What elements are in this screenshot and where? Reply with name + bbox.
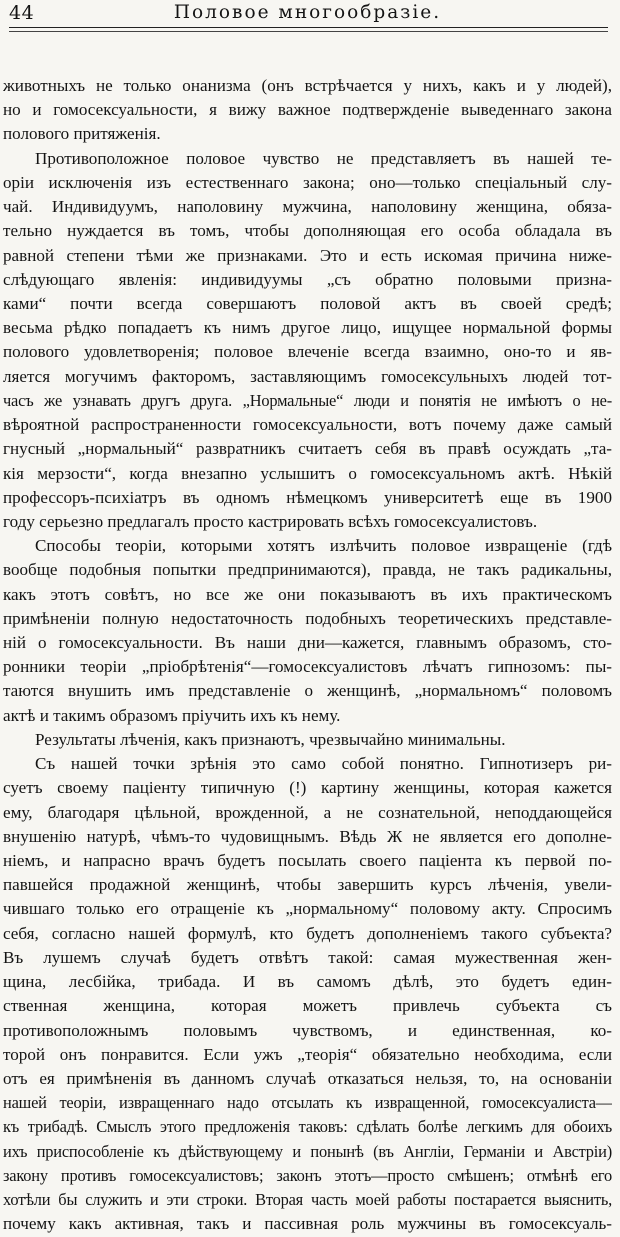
text-line: животныхъ не только онанизма (онъ встрѣчается у нихъ, какъ и у людей), [3,76,612,95]
text-line: тельно нуждается въ томъ, чтобы дополняющая его особа обладала въ [3,221,612,241]
running-title: Половое многообразіе. [173,2,442,23]
text-line: ній о гомосексуальности. Въ наши дни—кажется, главнымъ образомъ, сто- [3,633,612,653]
text-line: нашей теоріи, извращеннаго надо отсылать къ извращенной, гомосексуалиста— [3,1093,612,1113]
text-line: кія мерзости“, когда внезапно услышитъ о гомосексуальномъ актѣ. Нѣкій [3,463,612,483]
text-line: какъ этотъ совѣтъ, но все же они показываютъ въ ихъ практическомъ [3,584,612,604]
text-line: внушенію натурѣ, чѣмъ-то чудовищнымъ. Вѣдь Ж не является его дополне- [3,826,612,846]
text-line: году серьезно предлагалъ просто кастрировать всѣхъ гомосексуалистовъ. [3,511,538,531]
header-rule-thin [9,31,608,32]
text-line: ронники теоріи „пріобрѣтенія“—гомосексуалистовъ лѣчатъ гипнозомъ: пы- [3,657,612,677]
text-line: примѣненіи полную недостаточность подобныхъ теоретическихъ представле- [3,608,612,628]
text-line: слѣдующаго явленія: индивидуумы „съ обратно половыми призна- [3,269,612,289]
text-line: весьма рѣдко попадаетъ къ нимъ другое лицо, ищущее нормальной формы [3,318,612,338]
text-line: ніемъ, и напрасно врачъ будетъ посылать своего паціента къ первой по- [3,851,612,870]
text-line: ихъ приспособленіе къ дѣйствующему и понынѣ (въ Англіи, Германіи и Австріи) [3,1141,612,1161]
page-number: 44 [9,2,35,24]
text-line: ему, благодаря цѣльной, врожденной, а не сознательной, неподдающейся [3,802,612,822]
header-rule-thick [9,27,608,28]
text-line: ляется могучимъ факторомъ, заставляющимъ гомосексульныхъ людей тот- [3,366,612,386]
text-line: гнусный „нормальный“ развратникъ считаетъ себя въ правѣ осуждать „та- [3,439,612,459]
page-header [5,0,610,30]
text-line: полового притяженія. [3,124,161,144]
text-line: ственная женщина, которая можетъ привлечь субъекта съ [3,996,612,1016]
text-line: торой онъ понравится. Если ужъ „теорія“ обязательно необходима, если [3,1044,612,1064]
text-line: вообще подобныя попытки предпринимаются), правда, не такъ радикальны, [3,560,612,580]
text-line: противоположнымъ половымъ чувствомъ, и единственная, ко- [3,1020,612,1040]
text-line: чившаго только его отращеніе къ „нормальному“ половому акту. Спросимъ [3,899,612,919]
text-line: хотѣли бы служить и эти строки. Вторая часть моей работы постарается выяснить, [3,1190,612,1210]
text-line: Въ лушемъ случаѣ будетъ отвѣтъ такой: самая мужественная жен- [3,947,612,967]
text-line: часъ же узнавать другъ друга. „Нормальные“ люди и понятія не имѣютъ о не- [3,390,612,410]
text-line: равной степени тѣми же признаками. Это и есть искомая причина ниже- [3,245,612,265]
text-line: актѣ и такимъ образомъ пріучить ихъ къ нему. [3,705,341,725]
text-line: ками“ почти всегда совершаютъ половой актъ въ своей средѣ; [3,293,612,313]
text-line: Способы теоріи, которыми хотятъ излѣчить половое извращеніе (гдѣ [35,536,612,556]
text-line: таются внушить имъ представленіе о женщинѣ, „нормальномъ“ половомъ [3,681,612,701]
text-line: щина, лесбійка, трибада. И въ самомъ дѣлѣ, это будетъ един- [3,972,612,992]
text-line: вѣроятной распространенности гомосексуальности, вотъ почему даже самый [3,415,612,435]
text-line: закону противъ гомосексуалистовъ; законъ этотъ—просто смѣшенъ; отмѣнѣ его [3,1165,612,1185]
text-line: себя, согласно нашей формулѣ, кто будетъ дополненіемъ такого субъекта? [3,923,612,943]
text-line: профессоръ-психіатръ въ одномъ нѣмецкомъ университетѣ еще въ 1900 [3,487,612,507]
text-line: Противоположное половое чувство не представляетъ въ нашей те- [35,148,612,168]
text-line: павшейся продажной женщинѣ, чтобы завершить курсъ лѣченія, увели- [3,875,612,895]
text-line: полового удовлетворенія; половое влеченіе всегда взаимно, оно-то и яв- [3,342,612,362]
text-line: Съ нашей точки зрѣнія это само собой понятно. Гипнотизеръ ри- [35,754,612,774]
text-line: оріи исключенія изъ естественнаго закона; оно—только спеціальный слу- [3,172,612,192]
text-line: отъ ея примѣненія въ данномъ случаѣ отказаться нельзя, то, на основаніи [3,1068,612,1088]
text-line: но и гомосексуальности, я вижу важное подтвержденіе выведеннаго закона [3,100,612,120]
text-line: къ трибадѣ. Смыслъ этого предложенія таковъ: сдѣлать болѣе легкимъ для обоихъ [3,1117,612,1137]
text-line: чай. Индивидуумъ, наполовину мужчина, наполовину женщина, обяза- [3,197,612,217]
text-line: почему какъ активная, такъ и пассивная роль мужчины въ гомосексуаль- [3,1214,612,1234]
text-line: Результаты лѣченія, какъ признаютъ, чрезвычайно минимальны. [35,729,506,749]
body-text [3,74,612,1237]
text-line: суетъ своему паціенту типичную (!) картину женщины, которая кажется [3,778,612,798]
